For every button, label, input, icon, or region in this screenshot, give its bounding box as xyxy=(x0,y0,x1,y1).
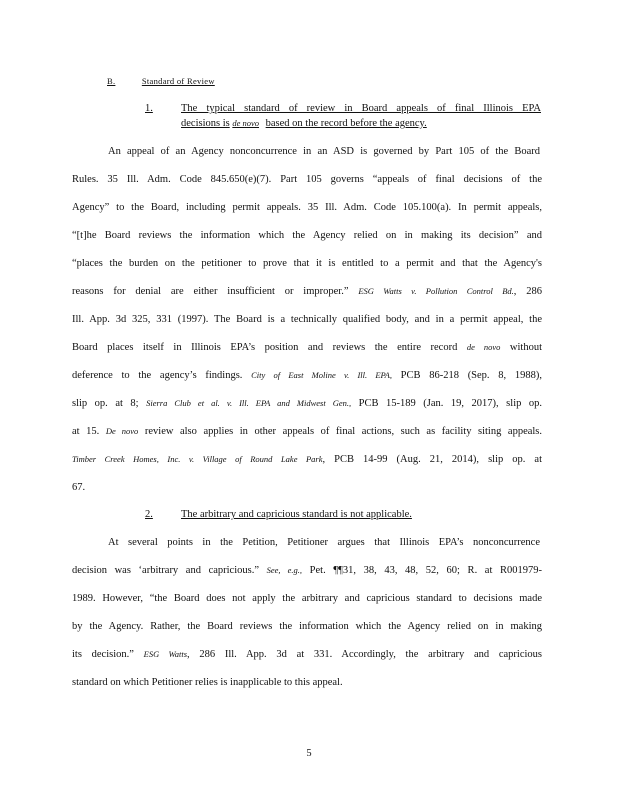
subheading-1-line1 xyxy=(181,102,541,115)
p1-line xyxy=(72,313,542,326)
section-heading xyxy=(107,75,267,88)
page-number: 5 xyxy=(306,748,312,759)
text-span: De novo xyxy=(105,426,139,436)
text-span: slip op. at 8; xyxy=(72,398,147,409)
subheading-1-number xyxy=(145,102,165,115)
p1-line xyxy=(72,229,542,242)
text-span: reasons for denial are either insufficient or improper.” xyxy=(72,286,359,297)
text-span: Rules. 35 Ill. Adm. Code 845.650(e)(7). Part 105 governs “appeals of final decisions of the xyxy=(72,174,542,185)
text-span: standard on which Petitioner relies is inapplicable to this appeal. xyxy=(72,677,343,688)
text-span: An appeal of an Agency nonconcurrence in an ASD is governed by Part 105 of the Board xyxy=(108,146,540,157)
subheading-1-line2 xyxy=(181,117,481,130)
text-span: its decision.” xyxy=(72,649,144,660)
text-span: 2. xyxy=(145,509,153,520)
text-span: at 15. xyxy=(72,426,106,437)
text-span: PCB 86-218 (Sep. 8, 1988), xyxy=(391,370,542,381)
case-citation: Sierra Club et al. v. Ill. EPA and Midwest Gen., xyxy=(146,398,352,408)
subheading-2-title xyxy=(181,508,481,521)
case-citation: ESG Watts v. Pollution Control Bd. xyxy=(358,286,514,296)
case-citation: ESG Watts xyxy=(143,649,188,659)
p1-line xyxy=(108,145,540,158)
text-span: “places the burden on the petitioner to prove that it is entitled to a permit and that the Agency's xyxy=(72,258,542,269)
case-citation: City of East Moline v. Ill. EPA, xyxy=(251,370,392,380)
text-span: See, e.g., xyxy=(266,565,303,575)
p2-line xyxy=(72,564,542,577)
text-span: 1. xyxy=(145,103,153,114)
p2-line xyxy=(72,620,542,633)
p1-line xyxy=(72,201,542,214)
p1-line xyxy=(72,285,542,298)
text-span: based on the record before the agency. xyxy=(265,118,427,129)
p1-line xyxy=(72,341,542,354)
text-span: PCB 15-189 (Jan. 19, 2017), slip op. xyxy=(351,398,542,409)
text-span: The typical standard of review in Board appeals of final Illinois EPA xyxy=(181,103,541,114)
text-span: Agency” to the Board, including permit appeals. 35 Ill. Adm. Code 105.100(a). In permit appeals, xyxy=(72,202,542,213)
p1-line xyxy=(72,257,542,270)
p1-line xyxy=(72,453,542,466)
text-span: , PCB 14-99 (Aug. 21, 2014), slip op. at xyxy=(322,454,542,465)
text-span: de novo xyxy=(232,118,260,128)
case-citation: Timber Creek Homes, Inc. v. Village of Round Lake Park xyxy=(72,454,323,464)
text-span: Ill. App. 3d 325, 331 (1997). The Board is a technically qualified body, and in a permit appeal, the xyxy=(72,314,542,325)
p1-line xyxy=(72,481,542,494)
p2-line xyxy=(72,676,542,689)
text-span: B. xyxy=(107,76,116,86)
p1-line xyxy=(72,369,542,382)
text-span: Standard of Review xyxy=(141,76,215,86)
text-span: decisions is xyxy=(181,118,230,129)
subheading-2-number xyxy=(145,508,165,521)
text-span: without xyxy=(500,342,543,353)
text-span: “[t]he Board reviews the information which the Agency relied on in making its decision” and xyxy=(72,230,542,241)
p1-line xyxy=(72,397,542,410)
text-span: deference to the agency’s findings. xyxy=(72,370,252,381)
text-span: Pet. ¶¶31, 38, 43, 48, 52, 60; R. at R001979- xyxy=(302,565,542,576)
text-span: , 286 Ill. App. 3d at 331. Accordingly, the arbitrary and capricious xyxy=(187,649,542,660)
p2-line xyxy=(72,648,542,661)
text-span: 67. xyxy=(72,482,86,493)
p1-line xyxy=(72,173,542,186)
p1-line xyxy=(72,425,542,438)
text-span: Board places itself in Illinois EPA’s position and reviews the entire record xyxy=(72,342,467,353)
text-span: by the Agency. Rather, the Board reviews the information which the Agency relied on in making xyxy=(72,621,542,632)
text-span: review also applies in other appeals of final actions, such as facility siting appeals. xyxy=(138,426,543,437)
p2-line xyxy=(108,536,540,549)
text-span: , 286 xyxy=(513,286,542,297)
text-span: The arbitrary and capricious standard is not applicable. xyxy=(181,509,412,520)
text-span: At several points in the Petition, Petitioner argues that Illinois EPA’s nonconcurrence xyxy=(108,537,540,548)
text-span: de novo xyxy=(466,342,501,352)
text-span: 1989. However, “the Board does not apply the arbitrary and capricious standard to decisions made xyxy=(72,593,542,604)
text-span: decision was ‘arbitrary and capricious.” xyxy=(72,565,267,576)
p2-line xyxy=(72,592,542,605)
